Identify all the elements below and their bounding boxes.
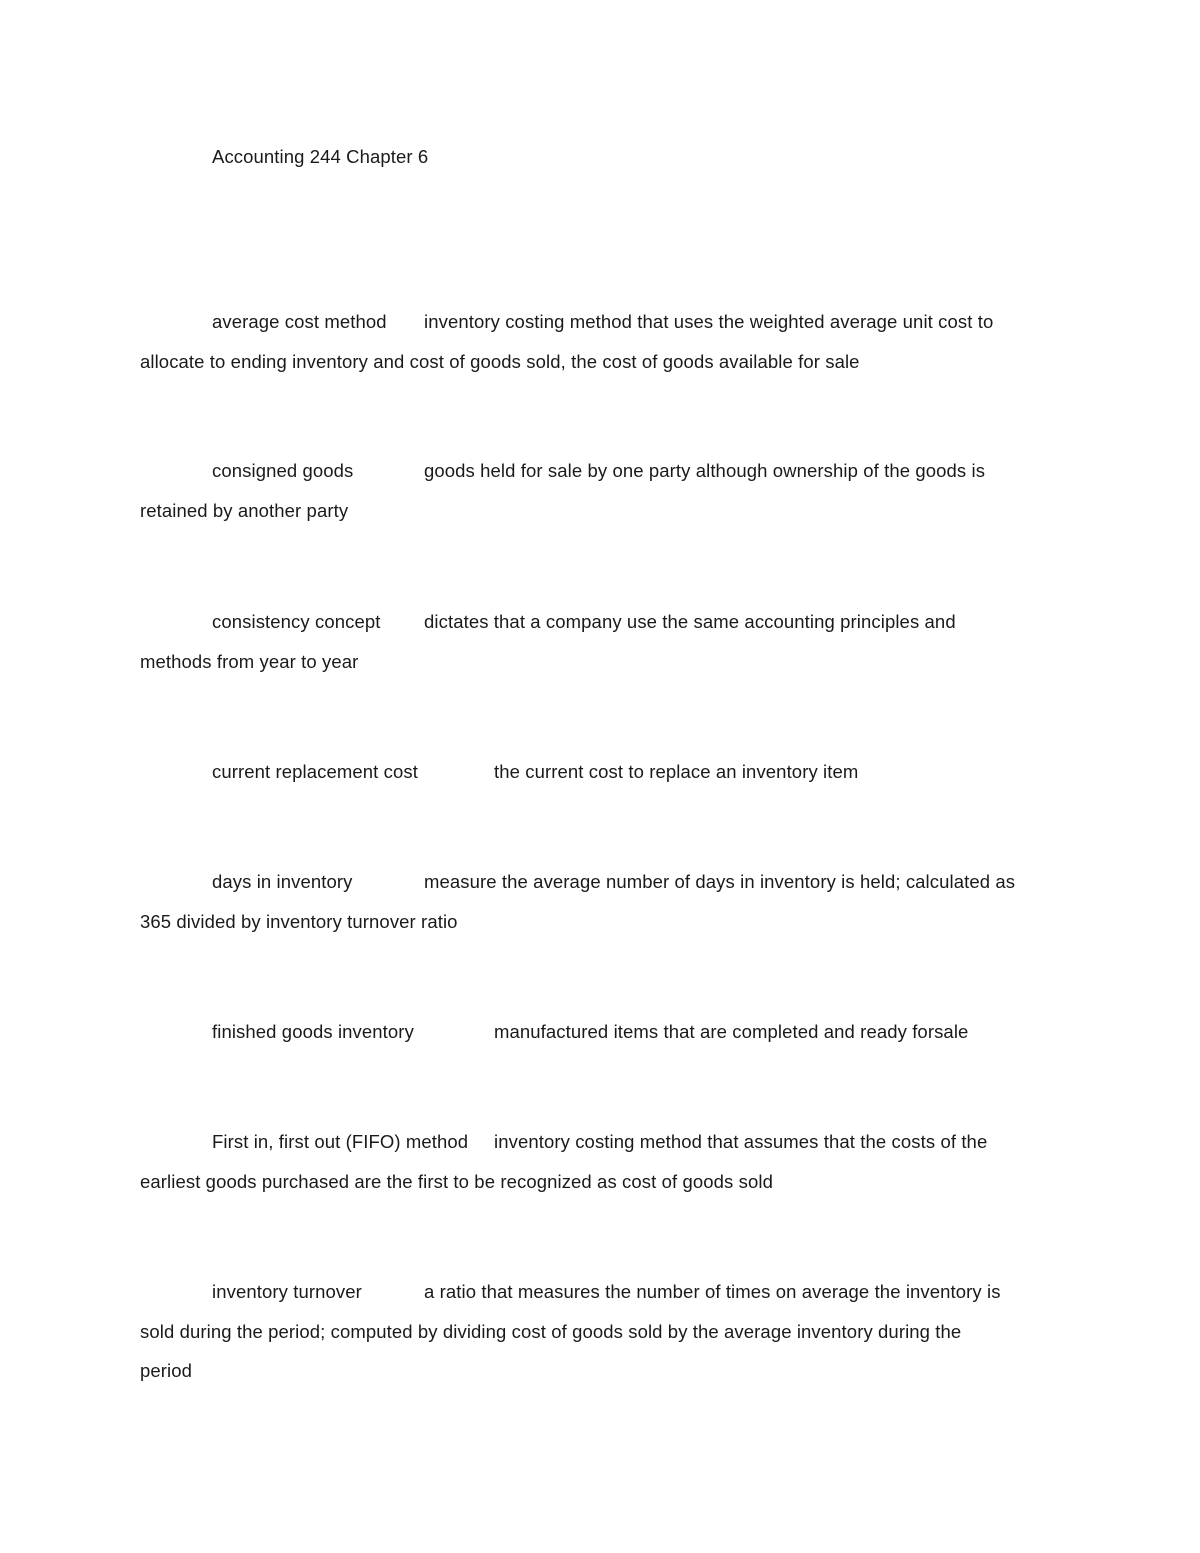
glossary-definition: manufactured items that are completed and ready forsale	[494, 1021, 969, 1042]
glossary-definition: a ratio that measures the number of times on average the inventory is	[424, 1281, 1001, 1302]
glossary-entry	[140, 302, 1060, 381]
glossary-definition: dictates that a company use the same accounting principles and	[424, 611, 956, 632]
glossary-definition-continued: retained by another party	[140, 499, 349, 521]
glossary-definition: measure the average number of days in inventory is held; calculated as	[424, 871, 1016, 892]
glossary-definition-continued: period	[140, 1360, 193, 1381]
glossary-term: average cost method	[212, 311, 387, 332]
glossary-definition: goods held for sale by one party although ownership of the goods is	[424, 460, 986, 481]
glossary-entry	[140, 451, 1060, 530]
glossary-term: current replacement cost	[212, 761, 418, 782]
document-title: Accounting 244 Chapter 6	[212, 146, 429, 167]
glossary-term: First in, first out (FIFO) method	[212, 1131, 469, 1152]
glossary-term: inventory turnover	[212, 1281, 362, 1302]
glossary-definition-continued: methods from year to year	[140, 650, 359, 672]
glossary-definition-continued: allocate to ending inventory and cost of goods sold, the cost of goods available for sale	[140, 350, 860, 372]
glossary-definition-continued: earliest goods purchased are the first to be recognized as cost of goods sold	[140, 1170, 773, 1192]
glossary-term: consistency concept	[212, 611, 381, 632]
glossary-definition: the current cost to replace an inventory item	[494, 761, 859, 782]
glossary-term: finished goods inventory	[212, 1021, 414, 1042]
glossary-entry	[140, 862, 1060, 941]
glossary-entry	[140, 1122, 1060, 1201]
glossary-term: days in inventory	[212, 871, 353, 892]
glossary-definition: inventory costing method that assumes that the costs of the	[494, 1131, 988, 1152]
glossary-term: consigned goods	[212, 460, 354, 481]
glossary-definition: inventory costing method that uses the weighted average unit cost to	[424, 311, 994, 332]
glossary-definition-continued: 365 divided by inventory turnover ratio	[140, 910, 458, 932]
glossary-entry	[140, 1012, 1060, 1052]
glossary-entry	[140, 752, 1060, 792]
glossary-entry	[140, 1272, 1060, 1391]
glossary-entry	[140, 602, 1060, 681]
glossary-definition-continued: sold during the period; computed by dividing cost of goods sold by the average inventory during the	[140, 1320, 962, 1342]
